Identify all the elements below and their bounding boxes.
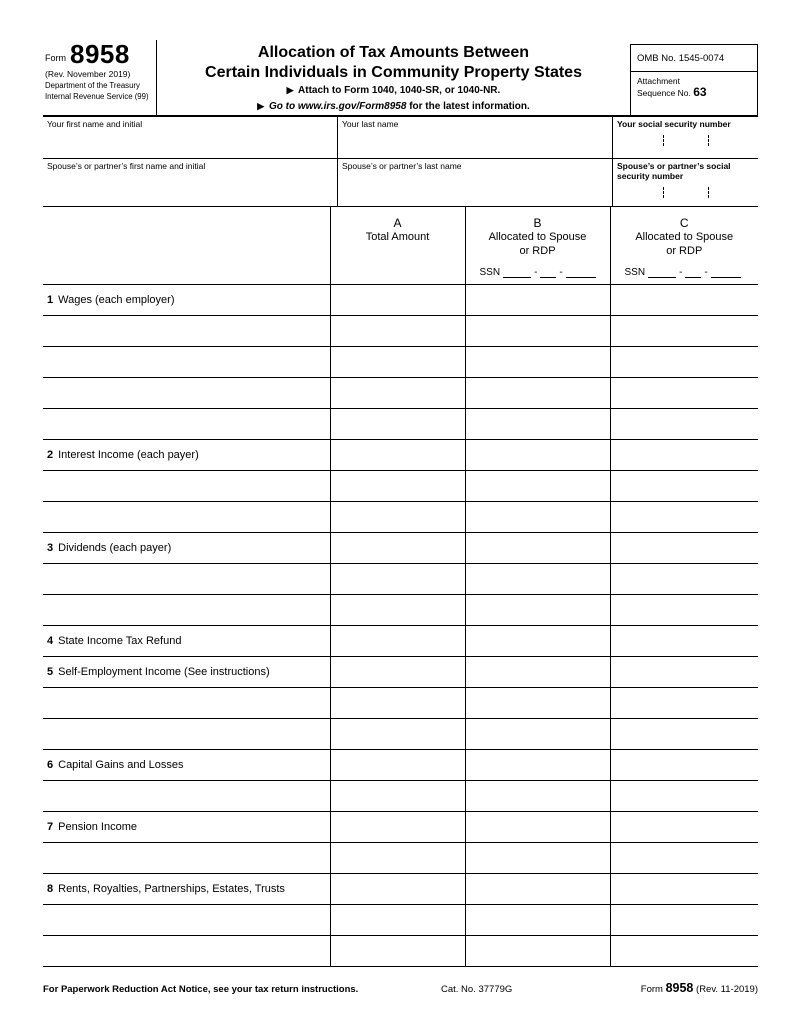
item-row xyxy=(43,625,758,656)
form-footer xyxy=(43,981,758,997)
amount-cell-b-item-8[interactable] xyxy=(465,873,610,904)
column-c-header xyxy=(610,207,758,284)
amount-cell-a-item-1[interactable] xyxy=(330,315,465,346)
footer-form-revision: (Rev. 11-2019) xyxy=(696,983,758,995)
amount-cell-c-item-1[interactable] xyxy=(610,284,758,315)
amount-cell-a-item-6[interactable] xyxy=(330,749,465,780)
amount-cell-a-item-1[interactable] xyxy=(330,346,465,377)
amount-cell-b-item-1[interactable] xyxy=(465,315,610,346)
item-description-cell xyxy=(43,470,330,501)
amount-cell-b-item-2[interactable] xyxy=(465,501,610,532)
item-continuation-row xyxy=(43,346,758,377)
amount-cell-a-item-4[interactable] xyxy=(330,625,465,656)
item-continuation-row xyxy=(43,563,758,594)
ssn-prefix: SSN xyxy=(624,266,646,278)
ssn-tick xyxy=(708,135,709,146)
item-row xyxy=(43,811,758,842)
item-row xyxy=(43,284,758,315)
item-column-header xyxy=(43,207,330,284)
amount-cell-c-item-1[interactable] xyxy=(610,377,758,408)
amount-cell-a-item-7[interactable] xyxy=(330,842,465,873)
item-number: 8 xyxy=(47,882,54,895)
omb-number: OMB No. 1545-0074 xyxy=(631,45,757,72)
amount-cell-c-item-5[interactable] xyxy=(610,687,758,718)
amount-cell-a-item-5[interactable] xyxy=(330,687,465,718)
amount-cell-a-item-3[interactable] xyxy=(330,563,465,594)
spouse-first-name-label: Spouse’s or partner’s first name and initial xyxy=(47,161,206,171)
amount-cell-a-item-2[interactable] xyxy=(330,501,465,532)
item-label: Self-Employment Income (See instructions) xyxy=(58,665,270,678)
allocation-table-body xyxy=(43,284,758,966)
item-label: State Income Tax Refund xyxy=(58,634,182,647)
item-number: 5 xyxy=(47,665,54,678)
item-description-cell xyxy=(43,532,330,563)
item-description-cell xyxy=(43,873,330,904)
item-description-cell xyxy=(43,749,330,780)
item-number: 4 xyxy=(47,634,54,647)
amount-cell-a-item-5[interactable] xyxy=(330,656,465,687)
amount-cell-b-item-8[interactable] xyxy=(465,904,610,935)
column-b-label: Allocated to Spouse xyxy=(488,231,587,243)
amount-cell-c-item-2[interactable] xyxy=(610,470,758,501)
item-continuation-row xyxy=(43,842,758,873)
ssn-entry-column-c[interactable] xyxy=(625,267,741,278)
ssn-prefix: SSN xyxy=(479,266,501,278)
spouse-first-name-field[interactable] xyxy=(43,159,337,207)
amount-cell-b-item-6[interactable] xyxy=(465,780,610,811)
amount-cell-b-item-7[interactable] xyxy=(465,842,610,873)
amount-cell-a-item-1[interactable] xyxy=(330,284,465,315)
item-description-cell xyxy=(43,377,330,408)
form-word-label: Form xyxy=(45,53,66,63)
item-description-cell xyxy=(43,501,330,532)
amount-cell-b-item-1[interactable] xyxy=(465,377,610,408)
amount-cell-b-item-1[interactable] xyxy=(465,408,610,439)
amount-cell-c-item-8[interactable] xyxy=(610,904,758,935)
item-description-cell xyxy=(43,315,330,346)
item-description-cell xyxy=(43,563,330,594)
column-b-label2: or RDP xyxy=(519,245,556,257)
item-label: Dividends (each payer) xyxy=(58,541,172,554)
attachment-label: Attachment xyxy=(637,76,680,86)
form-header xyxy=(43,40,758,117)
amount-cell-b-item-7[interactable] xyxy=(465,811,610,842)
item-continuation-row xyxy=(43,501,758,532)
amount-cell-b-item-1[interactable] xyxy=(465,284,610,315)
goto-url[interactable]: www.irs.gov/Form8958 xyxy=(297,100,407,112)
your-first-name-label: Your first name and initial xyxy=(47,119,143,129)
item-description-cell xyxy=(43,718,330,749)
attach-instruction xyxy=(163,84,624,98)
item-number: 2 xyxy=(47,448,54,461)
sequence-line xyxy=(637,87,751,99)
column-b-letter: B xyxy=(533,216,542,230)
amount-cell-c-item-3[interactable] xyxy=(610,594,758,625)
ssn-blank xyxy=(648,269,676,278)
spouse-ssn-field[interactable] xyxy=(612,159,758,207)
item-description-cell xyxy=(43,284,330,315)
column-a-letter: A xyxy=(393,216,402,230)
item-description-cell xyxy=(43,625,330,656)
goto-instruction xyxy=(163,100,624,114)
form-8958-page xyxy=(43,40,758,997)
item-row xyxy=(43,439,758,470)
form-number: 8958 xyxy=(70,39,130,69)
item-description-cell xyxy=(43,780,330,811)
amount-cell-a-item-7[interactable] xyxy=(330,811,465,842)
amount-cell-a-item-8[interactable] xyxy=(330,904,465,935)
amount-cell-c-item-5[interactable] xyxy=(610,656,758,687)
ssn-dash: - xyxy=(704,266,708,278)
ssn-blank xyxy=(711,269,741,278)
title-line-1: Allocation of Tax Amounts Between xyxy=(257,44,530,61)
amount-cell-a-item-2[interactable] xyxy=(330,439,465,470)
your-ssn-field[interactable] xyxy=(612,117,758,159)
arrow-icon: ▶ xyxy=(286,85,294,95)
column-a-header xyxy=(330,207,465,284)
ssn-blank xyxy=(566,269,596,278)
attachment-sequence xyxy=(631,72,757,101)
amount-cell-c-item-5[interactable] xyxy=(610,718,758,749)
item-description-cell xyxy=(43,439,330,470)
item-continuation-row xyxy=(43,718,758,749)
ssn-tick xyxy=(663,135,664,146)
title-box xyxy=(157,40,630,115)
amount-cell-a-item-8[interactable] xyxy=(330,873,465,904)
item-row xyxy=(43,749,758,780)
form-id-top xyxy=(45,39,152,69)
identity-section xyxy=(43,117,758,207)
amount-cell-c-item-1[interactable] xyxy=(610,408,758,439)
amount-cell-b-item-8[interactable] xyxy=(465,935,610,966)
item-label: Capital Gains and Losses xyxy=(58,758,184,771)
table-header-row xyxy=(43,207,758,284)
ssn-tick xyxy=(663,187,664,198)
ssn-blank xyxy=(503,269,531,278)
amount-cell-b-item-5[interactable] xyxy=(465,718,610,749)
column-b-header xyxy=(465,207,610,284)
item-continuation-row xyxy=(43,780,758,811)
item-continuation-row xyxy=(43,594,758,625)
form-title xyxy=(163,43,624,82)
title-line-2: Certain Individuals in Community Property States xyxy=(205,63,582,81)
amount-cell-b-item-5[interactable] xyxy=(465,656,610,687)
ssn-digit-guides xyxy=(617,135,754,146)
item-label: Rents, Royalties, Partnerships, Estates, Trusts xyxy=(58,882,285,895)
item-label: Pension Income xyxy=(58,820,138,833)
ssn-entry-column-b[interactable] xyxy=(480,267,596,278)
amount-cell-b-item-3[interactable] xyxy=(465,594,610,625)
amount-cell-c-item-6[interactable] xyxy=(610,780,758,811)
amount-cell-b-item-3[interactable] xyxy=(465,532,610,563)
item-number: 7 xyxy=(47,820,54,833)
amount-cell-a-item-3[interactable] xyxy=(330,594,465,625)
form-revision: (Rev. November 2019) xyxy=(45,69,131,79)
item-description-cell xyxy=(43,656,330,687)
item-description-cell xyxy=(43,687,330,718)
amount-cell-b-item-4[interactable] xyxy=(465,625,610,656)
spouse-last-name-field[interactable] xyxy=(337,159,612,207)
item-row xyxy=(43,656,758,687)
item-label: Wages (each employer) xyxy=(58,293,175,306)
item-label: Interest Income (each payer) xyxy=(58,448,199,461)
column-c-label2: or RDP xyxy=(666,245,703,257)
amount-cell-c-item-3[interactable] xyxy=(610,563,758,594)
footer-form-word: Form xyxy=(640,983,663,995)
amount-cell-b-item-2[interactable] xyxy=(465,470,610,501)
ssn-tick xyxy=(708,187,709,198)
amount-cell-c-item-2[interactable] xyxy=(610,439,758,470)
agency-label: Internal Revenue Service (99) xyxy=(45,92,149,101)
arrow-icon: ▶ xyxy=(257,100,265,111)
column-c-letter: C xyxy=(679,216,689,230)
sequence-number: 63 xyxy=(693,85,707,99)
item-description-cell xyxy=(43,935,330,966)
amount-cell-a-item-2[interactable] xyxy=(330,470,465,501)
allocation-table xyxy=(43,207,758,967)
goto-suffix: for the latest information. xyxy=(409,100,530,112)
amount-cell-c-item-1[interactable] xyxy=(610,346,758,377)
item-continuation-row xyxy=(43,470,758,501)
item-number: 6 xyxy=(47,758,54,771)
item-continuation-row xyxy=(43,408,758,439)
spouse-last-name-label: Spouse’s or partner’s last name xyxy=(342,161,462,171)
spouse-ssn-label: Spouse’s or partner’s social security number xyxy=(617,161,731,181)
paperwork-notice: For Paperwork Reduction Act Notice, see your tax return instructions. xyxy=(43,983,359,995)
item-row xyxy=(43,873,758,904)
amount-cell-c-item-1[interactable] xyxy=(610,315,758,346)
ssn-dash: - xyxy=(679,266,683,278)
item-continuation-row xyxy=(43,935,758,966)
your-first-name-field[interactable] xyxy=(43,117,337,159)
amount-cell-a-item-8[interactable] xyxy=(330,935,465,966)
sequence-label: Sequence No. xyxy=(637,88,691,98)
amount-cell-a-item-1[interactable] xyxy=(330,408,465,439)
amount-cell-c-item-8[interactable] xyxy=(610,873,758,904)
amount-cell-a-item-6[interactable] xyxy=(330,780,465,811)
amount-cell-a-item-5[interactable] xyxy=(330,718,465,749)
item-description-cell xyxy=(43,594,330,625)
item-description-cell xyxy=(43,842,330,873)
amount-cell-a-item-1[interactable] xyxy=(330,377,465,408)
goto-prefix: Go to xyxy=(268,100,296,112)
item-continuation-row xyxy=(43,687,758,718)
omb-box xyxy=(630,44,758,115)
item-number: 3 xyxy=(47,541,54,554)
amount-cell-c-item-7[interactable] xyxy=(610,842,758,873)
ssn-dash: - xyxy=(534,266,538,278)
column-c-label: Allocated to Spouse xyxy=(635,231,734,243)
column-a-label: Total Amount xyxy=(365,231,430,243)
item-number: 1 xyxy=(47,293,54,306)
ssn-digit-guides xyxy=(617,187,754,198)
item-continuation-row xyxy=(43,904,758,935)
item-description-cell xyxy=(43,408,330,439)
ssn-blank xyxy=(685,269,701,278)
amount-cell-b-item-3[interactable] xyxy=(465,563,610,594)
amount-cell-c-item-7[interactable] xyxy=(610,811,758,842)
your-last-name-label: Your last name xyxy=(342,119,399,129)
amount-cell-c-item-8[interactable] xyxy=(610,935,758,966)
ssn-blank xyxy=(540,269,556,278)
attach-text: Attach to Form 1040, 1040-SR, or 1040-NR. xyxy=(298,85,501,96)
catalog-number: Cat. No. 37779G xyxy=(441,983,513,995)
ssn-dash: - xyxy=(559,266,563,278)
item-continuation-row xyxy=(43,377,758,408)
footer-form-id xyxy=(641,981,758,995)
form-id-box xyxy=(43,40,157,115)
item-continuation-row xyxy=(43,315,758,346)
item-description-cell xyxy=(43,811,330,842)
amount-cell-b-item-6[interactable] xyxy=(465,749,610,780)
amount-cell-c-item-2[interactable] xyxy=(610,501,758,532)
amount-cell-b-item-2[interactable] xyxy=(465,439,610,470)
amount-cell-c-item-6[interactable] xyxy=(610,749,758,780)
item-row xyxy=(43,532,758,563)
amount-cell-b-item-5[interactable] xyxy=(465,687,610,718)
footer-form-number: 8958 xyxy=(665,980,694,995)
amount-cell-a-item-3[interactable] xyxy=(330,532,465,563)
item-description-cell xyxy=(43,904,330,935)
item-description-cell xyxy=(43,346,330,377)
amount-cell-c-item-4[interactable] xyxy=(610,625,758,656)
department-label: Department of the Treasury xyxy=(45,81,140,90)
your-last-name-field[interactable] xyxy=(337,117,612,159)
your-ssn-label: Your social security number xyxy=(617,119,731,129)
amount-cell-b-item-1[interactable] xyxy=(465,346,610,377)
amount-cell-c-item-3[interactable] xyxy=(610,532,758,563)
